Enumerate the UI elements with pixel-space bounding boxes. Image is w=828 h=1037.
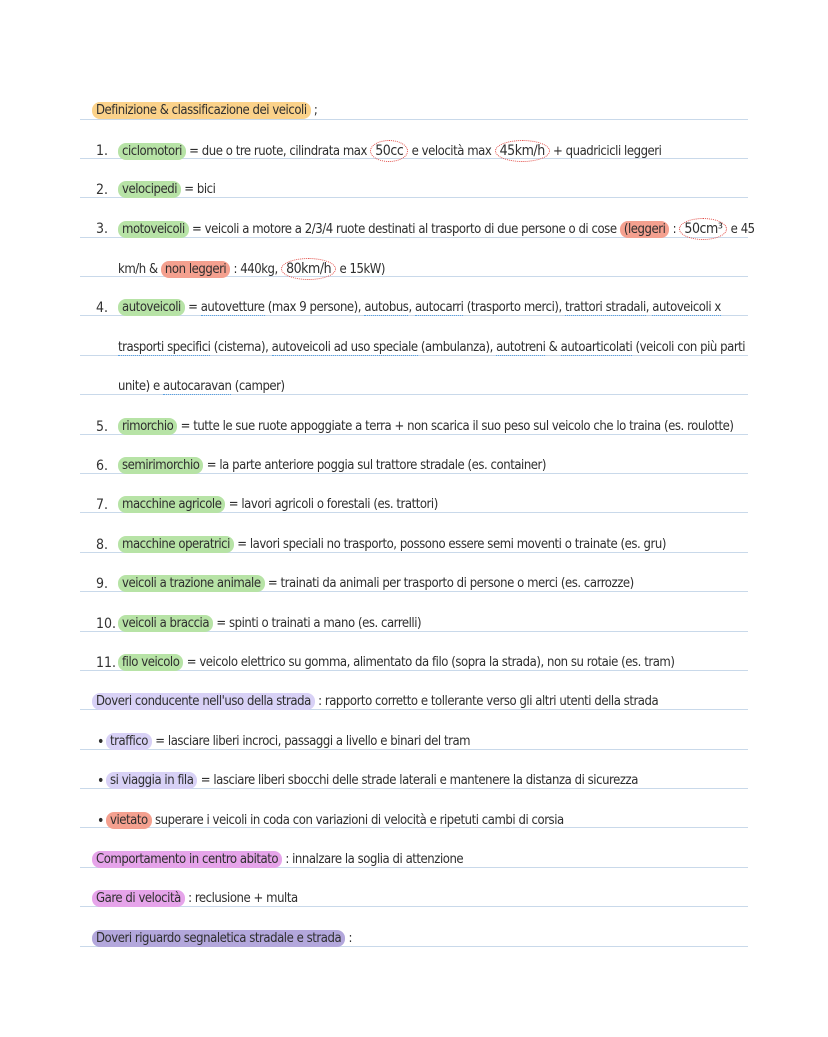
item-number: 2. xyxy=(96,182,109,198)
red-highlight: non leggeri xyxy=(161,261,230,278)
term-highlight: rimorchio xyxy=(118,418,177,435)
list-item: autoveicoli = autovetture (max 9 persone), autobus, autocarri (trasporto merci), trattori stradali, autoveicoli x xyxy=(118,299,752,317)
gare-heading: Gare di velocità : reclusione + multa xyxy=(92,890,752,908)
comportamento-heading: Comportamento in centro abitato : innalzare la soglia di attenzione xyxy=(92,851,752,869)
item-number: 4. xyxy=(96,300,109,316)
item-number: 6. xyxy=(96,458,109,474)
segnaletica-heading: Doveri riguardo segnaletica stradale e strada : xyxy=(92,930,752,948)
list-item: rimorchio = tutte le sue ruote appoggiate a terra + non scarica il suo peso sul veicolo che lo traina (es. roulotte) xyxy=(118,418,752,436)
title-highlight: Definizione & classificazione dei veicoli xyxy=(92,102,311,119)
item-number: 9. xyxy=(96,576,109,592)
term-highlight: macchine agricole xyxy=(118,496,225,513)
list-item: ciclomotori = due o tre ruote, cilindrata max 50cc e velocità max 45km/h + quadricicli leggeri xyxy=(118,142,752,161)
term-highlight: veicoli a braccia xyxy=(118,615,213,632)
bullet-item: traffico = lasciare liberi incroci, passaggi a livello e binari del tram xyxy=(106,733,752,751)
item-number: 1. xyxy=(96,143,109,159)
list-item-continuation: km/h & non leggeri : 440kg, 80km/h e 15kW) xyxy=(118,260,752,279)
list-item: veicoli a trazione animale = trainati da animali per trasporto di persone o merci (es. carrozze) xyxy=(118,575,752,593)
list-item: motoveicoli = veicoli a motore a 2/3/4 ruote destinati al trasporto di due persone o di cose (leggeri : 50cm³ e 45 xyxy=(118,220,752,239)
list-item: veicoli a braccia = spinti o trainati a mano (es. carrelli) xyxy=(118,615,752,633)
term-highlight: filo veicolo xyxy=(118,654,183,671)
bullet-dot: • xyxy=(97,773,105,789)
bullet-item: si viaggia in fila = lasciare liberi sbocchi delle strade laterali e mantenere la distanza di sicurezza xyxy=(106,772,752,790)
term-highlight: semirimorchio xyxy=(118,457,203,474)
circled-value: 50cm³ xyxy=(679,218,727,240)
list-item: semirimorchio = la parte anteriore poggia sul trattore stradale (es. container) xyxy=(118,457,752,475)
list-item: macchine agricole = lavori agricoli o forestali (es. trattori) xyxy=(118,496,752,514)
list-item: velocipedi = bici xyxy=(118,181,752,199)
doveri-heading: Doveri conducente nell'uso della strada : rapporto corretto e tollerante verso gli altri utenti della strada xyxy=(92,693,752,711)
heading-highlight: Doveri riguardo segnaletica stradale e strada xyxy=(92,930,345,947)
list-item: filo veicolo = veicolo elettrico su gomma, alimentato da filo (sopra la strada), non su rotaie (es. tram) xyxy=(118,654,752,672)
heading-highlight: Comportamento in centro abitato xyxy=(92,851,282,868)
circled-value: 80km/h xyxy=(281,258,336,280)
bullet-dot: • xyxy=(97,813,105,829)
heading-highlight: Doveri conducente nell'uso della strada xyxy=(92,693,315,710)
red-highlight: (leggeri xyxy=(620,221,670,238)
item-number: 5. xyxy=(96,419,109,435)
term-highlight: motoveicoli xyxy=(118,221,189,238)
term-highlight: vietato xyxy=(106,812,152,829)
item-number: 10. xyxy=(96,616,117,632)
heading-highlight: Gare di velocità xyxy=(92,890,185,907)
term-highlight: macchine operatrici xyxy=(118,536,234,553)
item-number: 8. xyxy=(96,537,109,553)
list-item: macchine operatrici = lavori speciali no trasporto, possono essere semi moventi o trainate (es. gru) xyxy=(118,536,752,554)
term-highlight: ciclomotori xyxy=(118,143,186,160)
circled-value: 50cc xyxy=(370,140,408,162)
bullet-item: vietato superare i veicoli in coda con variazioni di velocità e ripetuti cambi di corsia xyxy=(106,812,752,830)
term-highlight: traffico xyxy=(106,733,152,750)
item-number: 3. xyxy=(96,221,109,237)
term-highlight: velocipedi xyxy=(118,181,181,198)
list-item-continuation: trasporti specifici (cisterna), autoveicoli ad uso speciale (ambulanza), autotreni & autoarticolati (veicoli con più parti xyxy=(118,340,746,355)
term-highlight: autoveicoli xyxy=(118,299,185,316)
section-title: Definizione & classificazione dei veicoli ; xyxy=(92,102,752,120)
list-item-continuation: unite) e autocaravan (camper) xyxy=(118,379,285,394)
term-highlight: si viaggia in fila xyxy=(106,772,197,789)
bullet-dot: • xyxy=(97,734,105,750)
circled-value: 45km/h xyxy=(495,140,550,162)
term-highlight: veicoli a trazione animale xyxy=(118,575,265,592)
item-number: 11. xyxy=(96,655,117,671)
item-number: 7. xyxy=(96,497,109,513)
